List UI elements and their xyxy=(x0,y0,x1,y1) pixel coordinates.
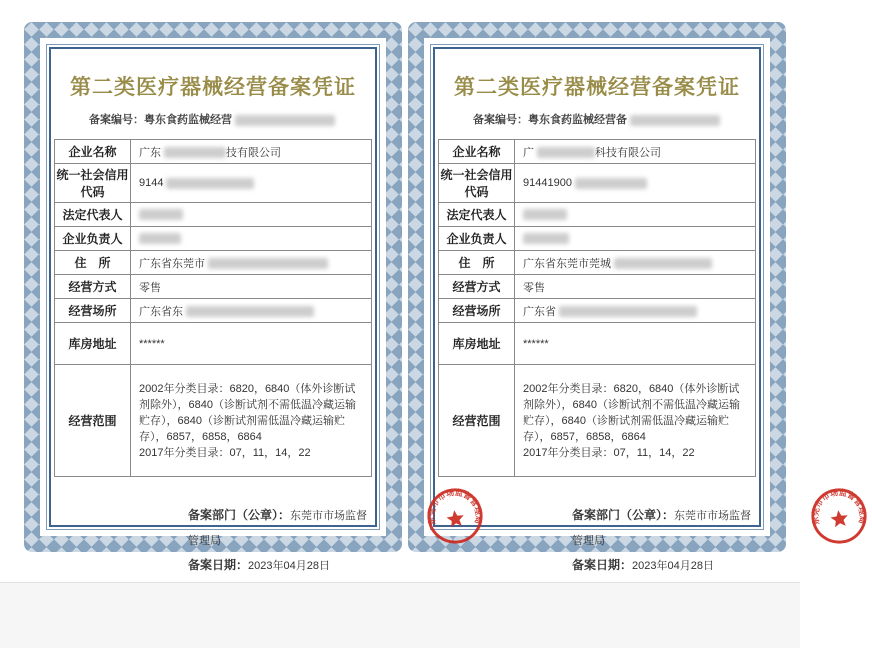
field-value-text: ****** xyxy=(139,337,165,350)
field-value xyxy=(131,164,372,203)
field-label: 经营范围 xyxy=(55,365,131,477)
registration-number-line xyxy=(89,111,373,127)
table-row xyxy=(55,164,372,203)
table-row xyxy=(439,365,756,477)
table-row xyxy=(55,203,372,227)
field-value-text: 广东 xyxy=(139,146,161,159)
field-value xyxy=(515,365,756,477)
field-label: 经营方式 xyxy=(439,275,515,299)
redacted-blur xyxy=(523,209,567,220)
table-row xyxy=(55,251,372,275)
certificate-title: 第二类医疗器械经营备案凭证 xyxy=(454,75,740,99)
field-value xyxy=(515,140,756,164)
redacted-blur xyxy=(559,306,697,317)
field-value-text: 广东省东莞市莞城 xyxy=(523,257,611,270)
table-row xyxy=(55,365,372,477)
field-label: 企业负责人 xyxy=(439,227,515,251)
field-value xyxy=(131,275,372,299)
field-value xyxy=(515,251,756,275)
registration-number-line xyxy=(473,111,757,127)
table-row xyxy=(55,275,372,299)
field-value xyxy=(131,299,372,323)
official-seal-stamp xyxy=(806,483,872,549)
field-label: 库房地址 xyxy=(439,323,515,365)
filing-department-line xyxy=(188,503,373,553)
field-label: 企业名称 xyxy=(439,140,515,164)
field-value-text: 零售 xyxy=(523,281,545,294)
redacted-blur xyxy=(537,147,595,158)
field-label: 企业负责人 xyxy=(55,227,131,251)
field-label: 住 所 xyxy=(55,251,131,275)
table-row xyxy=(439,251,756,275)
registration-number-prefix: 粤东食药监械经营备 xyxy=(528,114,627,126)
redacted-blur xyxy=(630,115,720,126)
table-row xyxy=(439,299,756,323)
field-value xyxy=(515,164,756,203)
filing-department-value: 东莞市市场监督管理局 xyxy=(572,510,752,547)
redacted-blur xyxy=(166,178,254,189)
certificate-fields-table xyxy=(438,139,756,477)
seal-arc-text: 东莞市市场监督管理局 xyxy=(810,487,868,526)
field-value-text: ****** xyxy=(523,337,549,350)
certificate-right-inner xyxy=(433,47,868,572)
table-row xyxy=(55,299,372,323)
redacted-blur xyxy=(164,147,226,158)
scope-line-2017: 2017年分类目录：07，11，14，22 xyxy=(523,446,695,459)
certificates-container xyxy=(24,22,868,572)
filing-date-value: 2023年04月28日 xyxy=(248,560,330,572)
certificate-footer xyxy=(188,487,484,578)
table-row xyxy=(439,323,756,365)
field-label: 法定代表人 xyxy=(439,203,515,227)
registration-number-label: 备案编号： xyxy=(473,114,528,126)
table-row xyxy=(439,203,756,227)
registration-number-prefix: 粤东食药监械经营 xyxy=(144,114,232,126)
table-row xyxy=(55,140,372,164)
field-value xyxy=(515,203,756,227)
redacted-blur xyxy=(139,209,183,220)
field-label: 住 所 xyxy=(439,251,515,275)
field-value xyxy=(131,323,372,365)
field-value-text: 科技有限公司 xyxy=(595,146,661,159)
table-row xyxy=(439,275,756,299)
certificate-right xyxy=(408,22,868,572)
redacted-blur xyxy=(235,115,335,126)
filing-date-label: 备案日期： xyxy=(572,558,633,572)
redacted-blur xyxy=(186,306,314,317)
scope-line-2017: 2017年分类目录：07，11，14，22 xyxy=(139,446,311,459)
filing-department-value: 东莞市市场监督管理局 xyxy=(188,510,368,547)
table-row xyxy=(439,227,756,251)
redacted-blur xyxy=(575,178,647,189)
certificate-left-inner xyxy=(49,47,484,572)
field-value xyxy=(515,299,756,323)
field-label: 法定代表人 xyxy=(55,203,131,227)
page-bottom-strip xyxy=(0,582,800,648)
field-value-text: 9144 xyxy=(139,177,164,189)
scope-line-2002: 2002年分类目录：6820，6840（体外诊断试剂除外），6840（诊断试剂不需低温冷藏运输贮存），6840（诊断试剂需低温冷藏运输贮存），6857，6858，6864 xyxy=(523,382,740,443)
field-value xyxy=(131,140,372,164)
redacted-blur xyxy=(139,233,181,244)
field-value-text: 91441900 xyxy=(523,177,572,189)
certificate-left xyxy=(24,22,484,572)
redacted-blur xyxy=(208,258,328,269)
table-row xyxy=(439,164,756,203)
field-value xyxy=(131,227,372,251)
field-value xyxy=(515,323,756,365)
field-value-text: 广东省 xyxy=(523,305,556,318)
field-label: 经营场所 xyxy=(439,299,515,323)
filing-department-label: 备案部门（公章）： xyxy=(572,508,675,522)
filing-date-line xyxy=(572,553,757,578)
filing-department-line xyxy=(572,503,757,553)
seal-star-icon xyxy=(830,509,849,528)
field-value-text: 广 xyxy=(523,146,534,159)
scope-line-2002: 2002年分类目录：6820，6840（体外诊断试剂除外），6840（诊断试剂不需低温冷藏运输贮存），6840（诊断试剂需低温冷藏运输贮存），6857，6858，6864 xyxy=(139,382,356,443)
redacted-blur xyxy=(523,233,569,244)
redacted-blur xyxy=(614,258,712,269)
seal-arc-text: 东莞市市场监督管理局 xyxy=(426,487,484,526)
field-value xyxy=(515,227,756,251)
field-value-text: 广东省东莞市 xyxy=(139,257,205,270)
filing-date-label: 备案日期： xyxy=(188,558,249,572)
certificate-title: 第二类医疗器械经营备案凭证 xyxy=(70,75,356,99)
field-value xyxy=(515,275,756,299)
field-label: 统一社会信用代码 xyxy=(55,164,131,203)
field-value-text: 广东省东 xyxy=(139,305,183,318)
certificate-footer xyxy=(572,487,868,578)
field-value-text: 技有限公司 xyxy=(226,146,281,159)
table-row xyxy=(55,227,372,251)
filing-date-value: 2023年04月28日 xyxy=(632,560,714,572)
field-value xyxy=(131,203,372,227)
field-label: 经营场所 xyxy=(55,299,131,323)
filing-date-line xyxy=(188,553,373,578)
field-label: 企业名称 xyxy=(55,140,131,164)
filing-department-label: 备案部门（公章）： xyxy=(188,508,291,522)
field-label: 统一社会信用代码 xyxy=(439,164,515,203)
svg-text:东莞市市场监督管理局 xyxy=(806,483,868,532)
field-value xyxy=(131,365,372,477)
field-label: 库房地址 xyxy=(55,323,131,365)
field-value-text: 零售 xyxy=(139,281,161,294)
field-label: 经营方式 xyxy=(55,275,131,299)
table-row xyxy=(55,323,372,365)
field-value xyxy=(131,251,372,275)
certificate-fields-table xyxy=(54,139,372,477)
registration-number-label: 备案编号： xyxy=(89,114,144,126)
table-row xyxy=(439,140,756,164)
field-label: 经营范围 xyxy=(439,365,515,477)
